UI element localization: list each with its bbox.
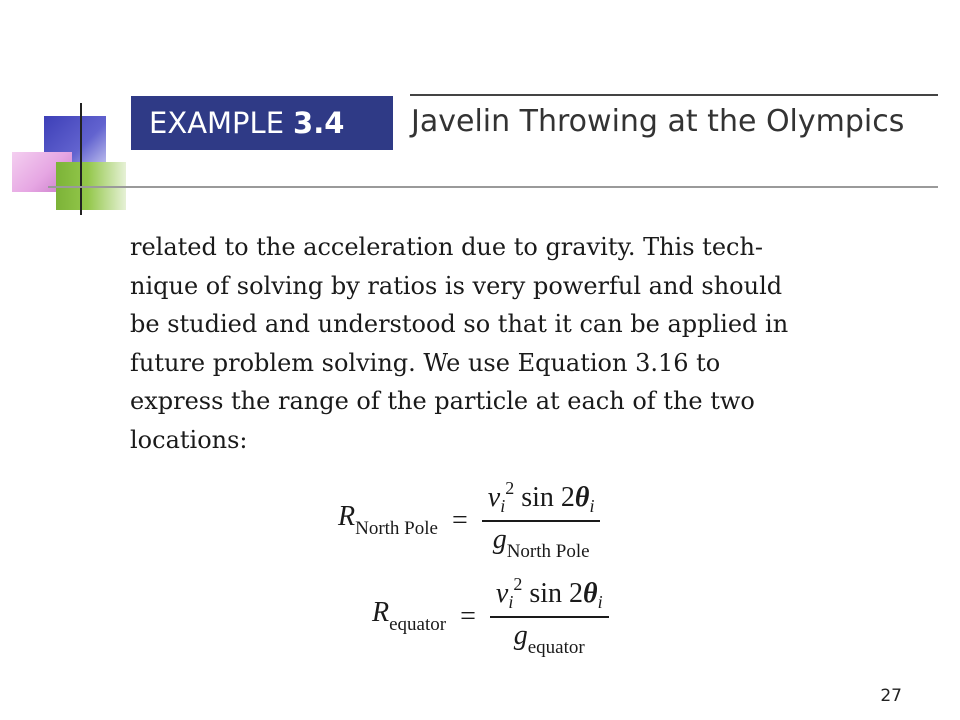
body-line: related to the acceleration due to gravity. This tech- bbox=[130, 233, 764, 261]
body-paragraph bbox=[130, 228, 870, 459]
fraction-denominator: $g_{equator}$ bbox=[513, 620, 585, 658]
decorative-horizontal-line bbox=[48, 186, 938, 188]
decorative-vertical-line bbox=[80, 103, 82, 215]
equals-sign: = bbox=[451, 504, 468, 536]
page-number: 27 bbox=[880, 686, 902, 706]
body-line: nique of solving by ratios is very powerful and should bbox=[130, 271, 783, 300]
equation-lhs: $R_{equator}$ bbox=[372, 597, 447, 635]
example-label-box bbox=[131, 96, 393, 150]
equation-fraction bbox=[482, 478, 601, 563]
equation-lhs: $R_{North Pole}$ bbox=[338, 501, 438, 539]
fraction-denominator: $g_{North Pole}$ bbox=[492, 524, 590, 562]
body-line: locations: bbox=[130, 425, 248, 454]
example-title: Javelin Throwing at the Olympics bbox=[411, 104, 905, 139]
fraction-numerator: $v_i^2$ $\sin 2\theta_i$ bbox=[487, 478, 595, 516]
body-line: future problem solving. We use Equation 3.16 to bbox=[130, 348, 721, 377]
example-label: EXAMPLE bbox=[149, 106, 285, 140]
equals-sign: = bbox=[460, 600, 476, 632]
example-number: 3.4 bbox=[293, 106, 345, 140]
equation-north-pole bbox=[338, 478, 600, 563]
header-rule bbox=[410, 94, 938, 96]
body-line: express the range of the particle at each of the two bbox=[130, 387, 755, 415]
equation-fraction bbox=[490, 574, 609, 659]
equation-equator bbox=[372, 574, 609, 659]
fraction-numerator: $v_i^2$ $\sin 2\theta_i$ bbox=[495, 574, 603, 612]
body-line: be studied and understood so that it can be applied in bbox=[130, 310, 789, 338]
